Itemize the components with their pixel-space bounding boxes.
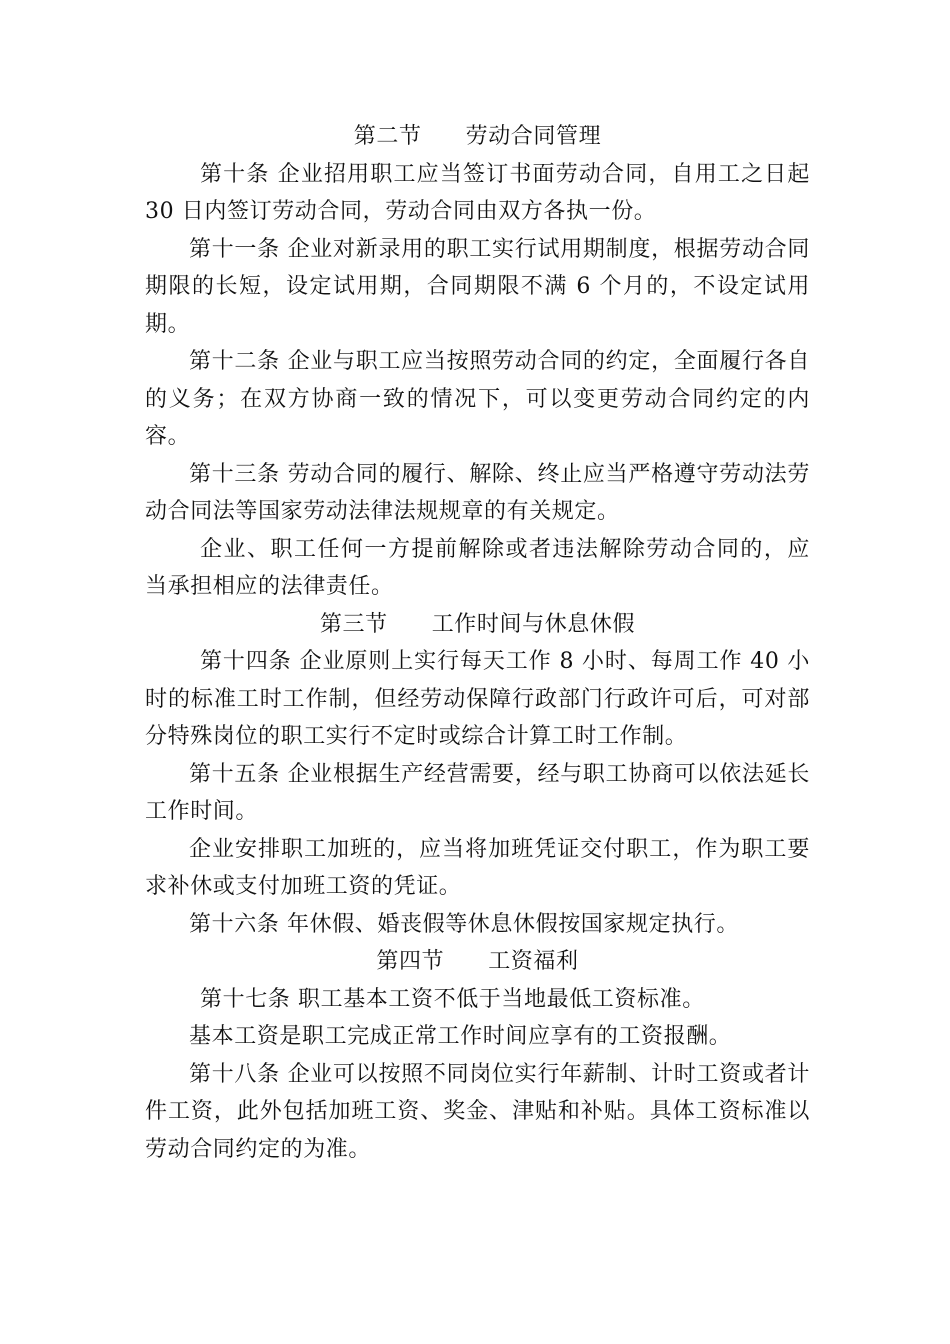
article-paragraph: 第十一条 企业对新录用的职工实行试用期制度，根据劳动合同期限的长短，设定试用期，合同期限不满 6 个月的，不设定试用期。 bbox=[145, 236, 810, 337]
section-number: 第三节 bbox=[319, 611, 388, 637]
article-paragraph: 企业、职工任何一方提前解除或者违法解除劳动合同的，应当承担相应的法律责任。 bbox=[145, 536, 810, 599]
article-paragraph: 第十三条 劳动合同的履行、解除、终止应当严格遵守劳动法劳动合同法等国家劳动法律法规规章的有关规定。 bbox=[145, 461, 810, 524]
document-body bbox=[145, 118, 810, 1168]
section-number: 第二节 bbox=[353, 124, 422, 149]
section-title: 工作时间与休息休假 bbox=[431, 611, 636, 637]
section-title: 劳动合同管理 bbox=[465, 124, 602, 149]
article-paragraph: 基本工资是职工完成正常工作时间应享有的工资报酬。 bbox=[189, 1024, 732, 1049]
article-paragraph: 第十六条 年休假、婚丧假等休息休假按国家规定执行。 bbox=[189, 911, 739, 937]
article-paragraph: 第十八条 企业可以按照不同岗位实行年薪制、计时工资或者计件工资，此外包括加班工资、奖金、津贴和补贴。具体工资标准以劳动合同约定的为准。 bbox=[145, 1061, 810, 1162]
section-heading bbox=[145, 606, 810, 644]
section-heading bbox=[145, 943, 810, 981]
section-title: 工资福利 bbox=[488, 949, 579, 974]
article-paragraph: 第十七条 职工基本工资不低于当地最低工资标准。 bbox=[200, 986, 705, 1012]
article-paragraph: 第十二条 企业与职工应当按照劳动合同的约定，全面履行各自的义务；在双方协商一致的情况下，可以变更劳动合同约定的内容。 bbox=[145, 349, 810, 449]
article-paragraph: 第十四条 企业原则上实行每天工作 8 小时、每周工作 40 小时的标准工时工作制，但经劳动保障行政部门行政许可后，可对部分特殊岗位的职工实行不定时或综合计算工时工作制。 bbox=[145, 649, 810, 749]
article-paragraph: 企业安排职工加班的，应当将加班凭证交付职工，作为职工要求补休或支付加班工资的凭证。 bbox=[145, 836, 810, 899]
article-paragraph: 第十条 企业招用职工应当签订书面劳动合同，自用工之日起 30 日内签订劳动合同，劳动合同由双方各执一份。 bbox=[145, 161, 810, 224]
section-heading bbox=[145, 118, 810, 156]
article-paragraph: 第十五条 企业根据生产经营需要，经与职工协商可以依法延长工作时间。 bbox=[145, 761, 810, 824]
section-number: 第四节 bbox=[376, 949, 445, 974]
